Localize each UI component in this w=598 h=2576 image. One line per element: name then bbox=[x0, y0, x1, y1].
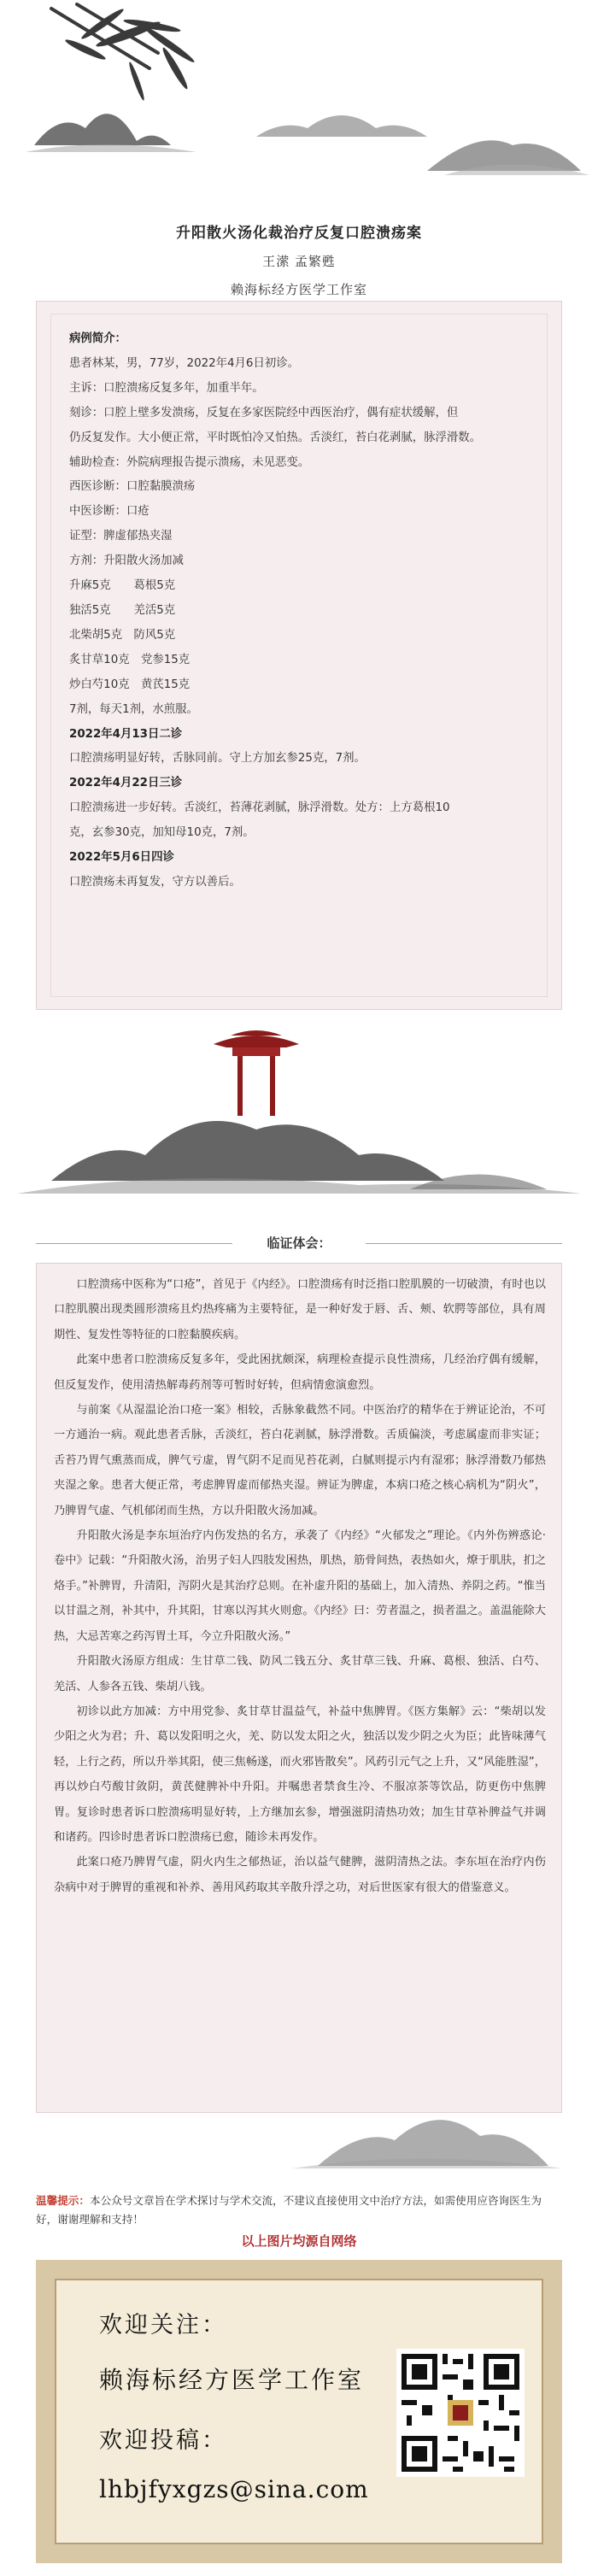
herb-line: 独活5克 羌活5克 bbox=[69, 603, 176, 617]
herb-line: 升麻5克 葛根5克 bbox=[69, 579, 176, 593]
notice-label: 温馨提示： bbox=[36, 2194, 90, 2207]
case-line: 仍反复发作。大小便正常，平时既怕冷又怕热。舌淡红，苔白花剥腻，脉浮滑数。 bbox=[69, 431, 482, 444]
case-heading: 病例简介： bbox=[69, 332, 126, 345]
article-header bbox=[0, 220, 598, 298]
warm-notice bbox=[36, 2192, 562, 2229]
article-title: 升阳散火汤化裁治疗反复口腔溃疡案 bbox=[176, 225, 422, 242]
case-line: 主诉：口腔溃疡反复多年，加重半年。 bbox=[69, 381, 264, 395]
case-line: 7剂，每天1剂，水煎服。 bbox=[69, 702, 198, 716]
image-source-note: 以上图片均源自网络 bbox=[241, 2233, 357, 2249]
header-ink-painting bbox=[0, 0, 598, 197]
experience-paragraph: 升阳散火汤是李东垣治疗内伤发热的名方，承袭了《内经》“火郁发之”理论。《内外伤辨惑论·卷中》记载：“升阳散火汤，治男子妇人四肢发困热，肌热，筋骨间热，表热如火，燎于肌肤，扪之烙手。”补脾胃，升清阳，泻阴火是其治疗总则。在补虚升阳的基础上，加入清热、养阴之药。“惟当以甘温之剂，补其中，升其阳，甘寒以泻其火则愈。《内经》曰：劳者温之，损者温之。盖温能除大热，大忌苦寒之药泻胃土耳，今立升阳散火汤。” bbox=[54, 1529, 546, 1643]
herb-line: 炒白芍10克 黄芪15克 bbox=[69, 678, 191, 691]
case-line: 辅助检查：外院病理报告提示溃疡，未见恶变。 bbox=[69, 455, 310, 469]
experience-paragraph: 此案中患者口腔溃疡反复多年，受此困扰颇深，病理检查提示良性溃疡，几经治疗偶有缓解，但反复发作，使用清热解毒药剂等可暂时好转，但病情愈演愈烈。 bbox=[54, 1353, 546, 1392]
follow-label: 欢迎关注： bbox=[99, 2312, 227, 2338]
experience-paragraph: 初诊以此方加减：方中用党参、炙甘草甘温益气，补益中焦脾胃。《医方集解》云：“柴胡以发少阳之火为君；升、葛以发阳明之火，羌、防以发太阳之火，独活以发少阴之火为臣；此皆味薄气轻，上行之药，所以升举其阳，使三焦畅遂，而火邪皆散矣”。风药引元气之上升，又“风能胜湿”，再以炒白芍酸甘敛阴，黄芪健脾补中升阳。并嘱患者禁食生冷、不服凉茶等饮品，防更伤中焦脾胃。复诊时患者诉口腔溃疡明显好转，上方继加玄参，增强滋阴清热功效；加生甘草补脾益气并调和诸药。四诊时患者诉口腔溃疡已愈，随诊未再发作。 bbox=[54, 1705, 546, 1844]
visit4-date: 2022年5月6日四诊 bbox=[69, 851, 174, 865]
visit2-text: 口腔溃疡明显好转，舌脉同前。守上方加玄参25克，7剂。 bbox=[69, 752, 366, 766]
article-authors: 王潆 孟繁甦 bbox=[262, 254, 336, 269]
case-line: 患者林某，男，77岁，2022年4月6日初诊。 bbox=[69, 356, 300, 370]
submission-label: 欢迎投稿： bbox=[99, 2427, 227, 2454]
experience-paragraph: 此案口疮乃脾胃气虚，阴火内生之郁热证，治以益气健脾，滋阴清热之法。李东垣在治疗内伤杂病中对于脾胃的重视和补养、善用风药取其辛散升浮之功，对后世医家有很大的借鉴意义。 bbox=[54, 1856, 546, 1894]
case-line: 西医诊断：口腔黏膜溃疡 bbox=[69, 480, 196, 494]
divider-line bbox=[36, 1243, 232, 1244]
experience-section bbox=[36, 1263, 562, 2113]
divider-line bbox=[366, 1243, 562, 1244]
studio-name: 赖海标经方医学工作室 bbox=[230, 282, 367, 297]
experience-paragraph: 口腔溃疡中医称为“口疮”，首见于《内经》。口腔溃疡有时泛指口腔肌膜的一切破溃，有时也以口腔肌膜出现类圆形溃疡且灼热疼痛为主要特征，是一种好发于唇、舌、颊、软腭等部位，具有周期性、复发性等特征的口腔黏膜疾病。 bbox=[54, 1278, 546, 1341]
notice-text: 本公众号文章旨在学术探讨与学术交流，不建议直接使用文中治疗方法，如需使用应咨询医生为好，谢谢理解和支持！ bbox=[36, 2194, 542, 2226]
visit3-text: 克，玄参30克，加知母10克，7剂。 bbox=[69, 826, 255, 840]
visit2-date: 2022年4月13日二诊 bbox=[69, 727, 183, 741]
experience-paragraph: 与前案《从湿温论治口疮一案》相较，舌脉象截然不同。中医治疗的精华在于辨证论治，不可一方通治一病。观此患者舌脉，舌淡红，苔白花剥腻，脉浮滑数。舌质偏淡，考虑属虚而非实证；舌苔乃胃气熏蒸而成，脾气亏虚，胃气阴不足而见苔花剥，白腻则提示内有湿邪；脉浮滑数乃郁热夹湿之象。患者大便正常，考虑脾胃虚而郁热夹湿。辨证为脾虚，本病口疮之核心病机为“阴火”，乃脾胃气虚、气机郁闭而生热，方以升阳散火汤加减。 bbox=[54, 1404, 546, 1517]
visit4-text: 口腔溃疡未再复发，守方以善后。 bbox=[69, 875, 241, 889]
herb-line: 北柴胡5克 防风5克 bbox=[69, 628, 176, 642]
experience-paragraph: 升阳散火汤原方组成：生甘草二钱、防风二钱五分、炙甘草三钱、升麻、葛根、独活、白芍、羌活、人参各五钱、柴胡八钱。 bbox=[54, 1655, 546, 1693]
welcome-card bbox=[36, 2260, 562, 2563]
studio-name-large: 赖海标经方医学工作室 bbox=[99, 2366, 365, 2394]
case-section bbox=[36, 301, 562, 1010]
case-text bbox=[69, 327, 548, 895]
visit3-date: 2022年4月22日三诊 bbox=[69, 777, 183, 790]
case-line: 证型：脾虚郁热夹湿 bbox=[69, 530, 173, 543]
case-line: 方剂：升阳散火汤加减 bbox=[69, 555, 184, 568]
herb-line: 炙甘草10克 党参15克 bbox=[69, 653, 191, 666]
qr-code-icon[interactable] bbox=[396, 2349, 525, 2477]
experience-heading: 临证体会： bbox=[267, 1235, 331, 1251]
case-line: 刻诊：口腔上壁多发溃疡，反复在多家医院经中西医治疗，偶有症状缓解，但 bbox=[69, 406, 459, 420]
contact-email[interactable]: lhbjfyxgzs@sina.com bbox=[99, 2475, 369, 2503]
bottom-mountain-painting bbox=[36, 2068, 562, 2170]
case-line: 中医诊断：口疮 bbox=[69, 505, 150, 519]
pavilion-mountain-painting bbox=[0, 1010, 598, 1215]
experience-text bbox=[54, 1272, 546, 1900]
welcome-paper bbox=[55, 2279, 543, 2544]
visit3-text: 口腔溃疡进一步好转。舌淡红，苔薄花剥腻，脉浮滑数。处方：上方葛根10 bbox=[69, 801, 450, 815]
